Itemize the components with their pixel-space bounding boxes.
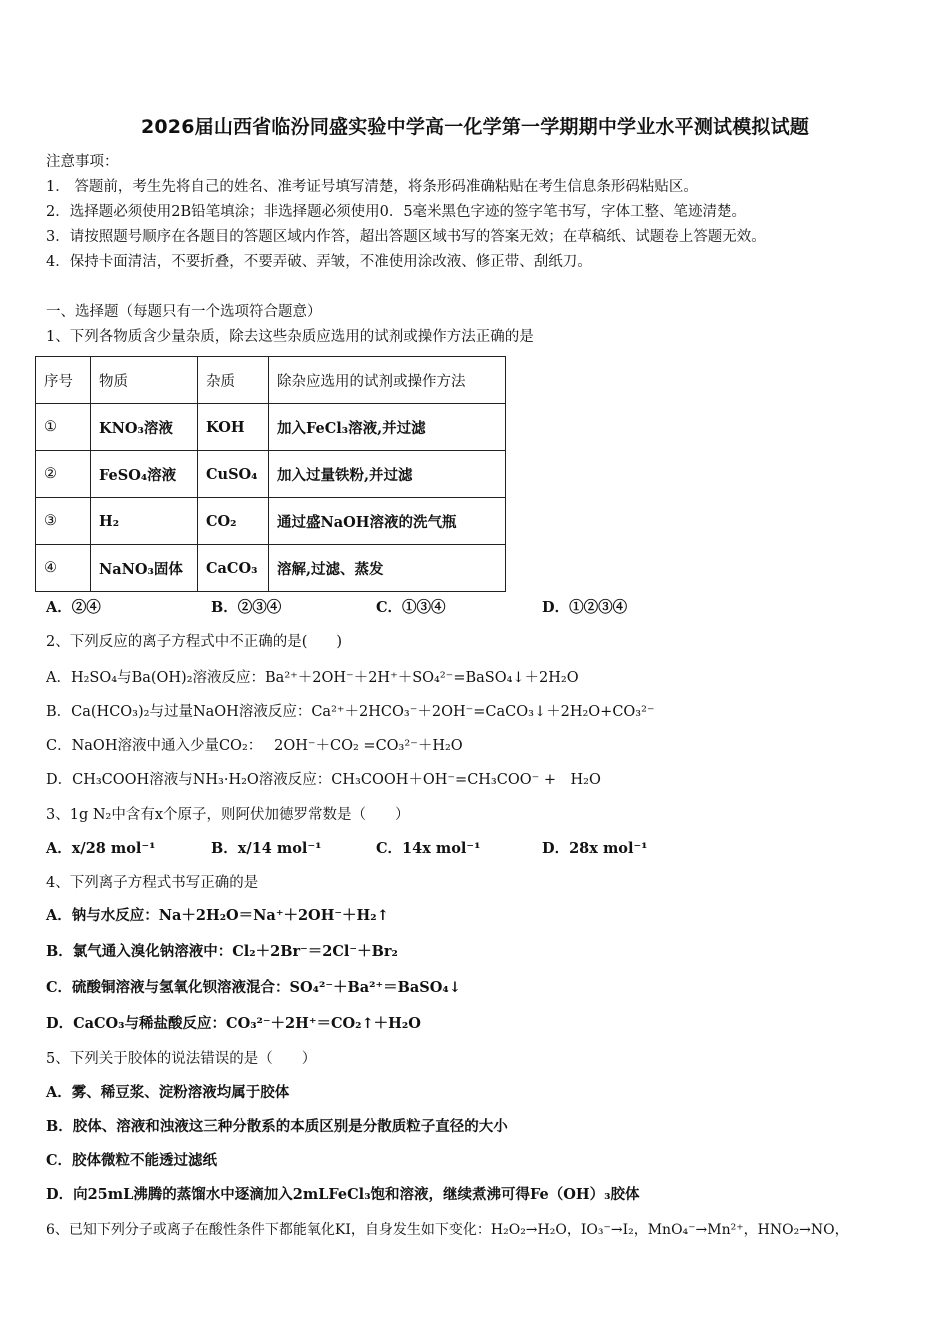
option-c[interactable]: C．14x mol⁻¹: [376, 840, 481, 857]
table-cell: CuSO₄: [198, 451, 269, 498]
table-cell: 加入FeCl₃溶液,并过滤: [269, 404, 506, 451]
table-header-cell: 除杂应选用的试剂或操作方法: [269, 357, 506, 404]
table-cell: 加入过量铁粉,并过滤: [269, 451, 506, 498]
table-cell: 通过盛NaOH溶液的洗气瓶: [269, 498, 506, 545]
question-1-stem: 1、下列各物质含少量杂质，除去这些杂质应选用的试剂或操作方法正确的是: [46, 329, 534, 345]
table-cell: H₂: [91, 498, 198, 545]
option-d[interactable]: D．①②③④: [542, 599, 628, 616]
option-d[interactable]: D．CH₃COOH溶液与NH₃·H₂O溶液反应：CH₃COOH＋OH⁻=CH₃COO⁻ + H₂O: [46, 772, 601, 788]
option-a[interactable]: A．钠与水反应：Na＋2H₂O＝Na⁺＋2OH⁻＋H₂↑: [46, 907, 389, 924]
option-c[interactable]: C．①③④: [376, 599, 446, 616]
notice-item: 1． 答题前，考生先将自己的姓名、准考证号填写清楚，将条形码准确粘贴在考生信息条形码粘贴区。: [46, 179, 698, 195]
table-cell: KNO₃溶液: [91, 404, 198, 451]
table-header-cell: 序号: [36, 357, 91, 404]
table-cell: CaCO₃: [198, 545, 269, 592]
option-c[interactable]: C．硫酸铜溶液与氢氧化钡溶液混合：SO₄²⁻＋Ba²⁺＝BaSO₄↓: [46, 979, 461, 996]
option-b[interactable]: B．②③④: [211, 599, 282, 616]
option-b[interactable]: B．氯气通入溴化钠溶液中：Cl₂＋2Br⁻＝2Cl⁻＋Br₂: [46, 943, 398, 960]
question-5-stem: 5、下列关于胶体的说法错误的是（ ）: [46, 1051, 317, 1067]
option-c[interactable]: C．NaOH溶液中通入少量CO₂： 2OH⁻＋CO₂ =CO₃²⁻＋H₂O: [46, 738, 463, 754]
option-a[interactable]: A．②④: [46, 599, 101, 616]
table-header-cell: 杂质: [198, 357, 269, 404]
notice-item: 2．选择题必须使用2B铅笔填涂；非选择题必须使用0．5毫米黑色字迹的签字笔书写，字体工整、笔迹清楚。: [46, 204, 747, 220]
question-3-stem: 3、1g N₂中含有x个原子，则阿伏加德罗常数是（ ）: [46, 807, 410, 823]
table-row: [36, 404, 506, 451]
option-c[interactable]: C．胶体微粒不能透过滤纸: [46, 1152, 218, 1169]
table-cell: 溶解,过滤、蒸发: [269, 545, 506, 592]
table-cell: NaNO₃固体: [91, 545, 198, 592]
option-b[interactable]: B．胶体、溶液和浊液这三种分散系的本质区别是分散质粒子直径的大小: [46, 1118, 508, 1135]
question-2-stem: 2、下列反应的离子方程式中不正确的是( ): [46, 634, 343, 650]
impurity-table: [35, 356, 506, 592]
table-header-row: [36, 357, 506, 404]
table-cell: FeSO₄溶液: [91, 451, 198, 498]
option-b[interactable]: B．x/14 mol⁻¹: [211, 840, 322, 857]
question-1-options: [46, 598, 906, 618]
table-header-cell: 物质: [91, 357, 198, 404]
option-d[interactable]: D．CaCO₃与稀盐酸反应：CO₃²⁻＋2H⁺＝CO₂↑＋H₂O: [46, 1015, 421, 1032]
notice-item: 4．保持卡面清洁，不要折叠，不要弄破、弄皱，不准使用涂改液、修正带、刮纸刀。: [46, 254, 592, 270]
table-cell: ③: [36, 498, 91, 545]
section-heading: 一、选择题（每题只有一个选项符合题意）: [46, 304, 322, 320]
question-4-stem: 4、下列离子方程式书写正确的是: [46, 875, 259, 891]
table-row: [36, 545, 506, 592]
table-cell: ①: [36, 404, 91, 451]
table-cell: KOH: [198, 404, 269, 451]
notice-heading: 注意事项：: [46, 154, 119, 170]
option-a[interactable]: A．雾、稀豆浆、淀粉溶液均属于胶体: [46, 1084, 290, 1101]
table-cell: ②: [36, 451, 91, 498]
option-b[interactable]: B．Ca(HCO₃)₂与过量NaOH溶液反应：Ca²⁺＋2HCO₃⁻＋2OH⁻=CaCO₃↓＋2H₂O+CO₃²⁻: [46, 704, 655, 720]
option-a[interactable]: A．x/28 mol⁻¹: [46, 840, 156, 857]
question-6-stem: 6、已知下列分子或离子在酸性条件下都能氧化KI，自身发生如下变化：H₂O₂→H₂O，IO₃⁻→I₂，MnO₄⁻→Mn²⁺，HNO₂→NO，: [46, 1222, 849, 1238]
question-3-options: [46, 839, 906, 859]
table-row: [36, 498, 506, 545]
table-cell: CO₂: [198, 498, 269, 545]
table-row: [36, 451, 506, 498]
option-d[interactable]: D．28x mol⁻¹: [542, 840, 648, 857]
page-title: 2026届山西省临汾同盛实验中学高一化学第一学期期中学业水平测试模拟试题: [140, 116, 810, 138]
option-a[interactable]: A．H₂SO₄与Ba(OH)₂溶液反应：Ba²⁺＋2OH⁻＋2H⁺＋SO₄²⁻=BaSO₄↓＋2H₂O: [46, 670, 579, 686]
table-cell: ④: [36, 545, 91, 592]
option-d[interactable]: D．向25mL沸腾的蒸馏水中逐滴加入2mLFeCl₃饱和溶液，继续煮沸可得Fe（OH）₃胶体: [46, 1186, 640, 1203]
notice-item: 3．请按照题号顺序在各题目的答题区域内作答，超出答题区域书写的答案无效；在草稿纸、试题卷上答题无效。: [46, 229, 766, 245]
